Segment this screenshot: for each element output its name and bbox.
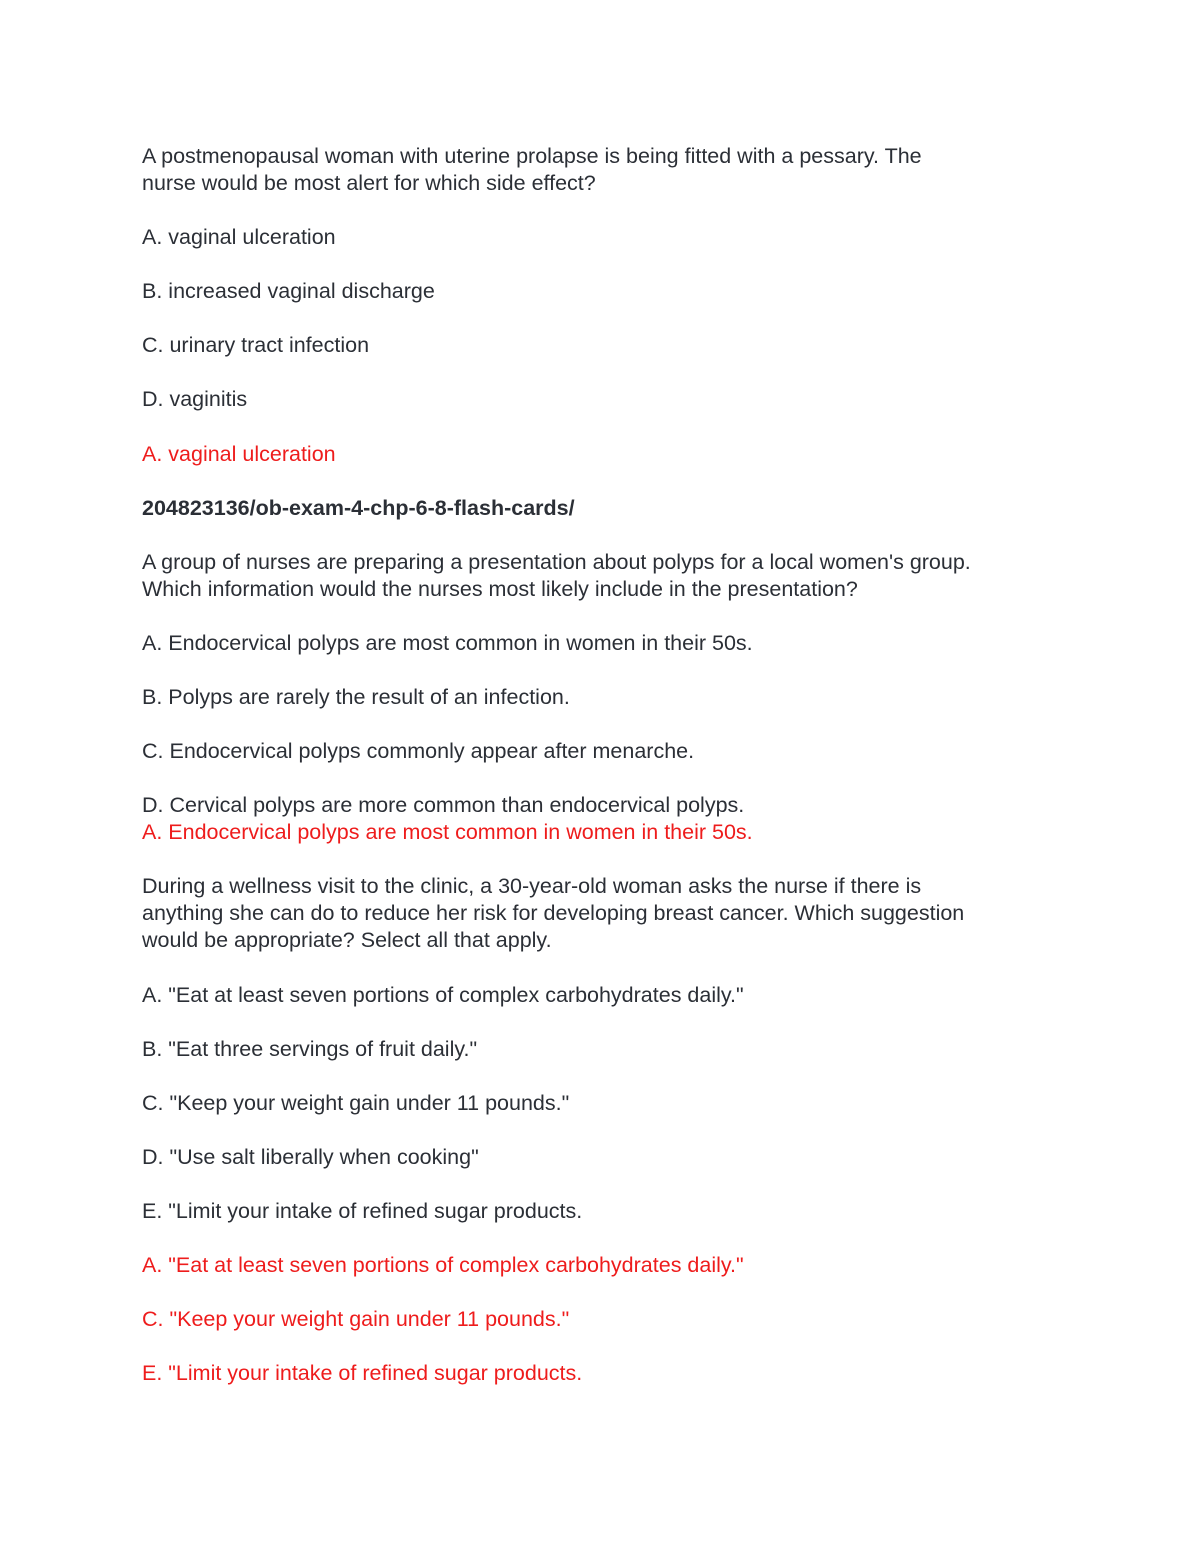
source-reference: 204823136/ob-exam-4-chp-6-8-flash-cards/ [142, 496, 575, 520]
q3-stem-line-3: would be appropriate? Select all that apply. [142, 928, 552, 952]
q1-option-a: A. vaginal ulceration [142, 225, 336, 249]
q3-stem-line-2: anything she can do to reduce her risk for developing breast cancer. Which suggestion [142, 901, 965, 925]
q3-answer-c: C. "Keep your weight gain under 11 pounds." [142, 1307, 570, 1331]
q3-option-b: B. "Eat three servings of fruit daily." [142, 1037, 478, 1061]
q1-option-c: C. urinary tract infection [142, 333, 370, 357]
q3-answer-e: E. "Limit your intake of refined sugar products. [142, 1361, 583, 1385]
q1-stem-line-2: nurse would be most alert for which side effect? [142, 171, 596, 195]
q3-answer-a: A. "Eat at least seven portions of complex carbohydrates daily." [142, 1253, 744, 1277]
q2-stem-line-2: Which information would the nurses most likely include in the presentation? [142, 577, 858, 601]
q3-option-a: A. "Eat at least seven portions of complex carbohydrates daily." [142, 983, 744, 1007]
q1-stem-line-1: A postmenopausal woman with uterine prolapse is being fitted with a pessary. The [142, 144, 922, 168]
q3-stem-line-1: During a wellness visit to the clinic, a 30-year-old woman asks the nurse if there is [142, 874, 922, 898]
q3-option-e: E. "Limit your intake of refined sugar products. [142, 1199, 583, 1223]
q2-stem-line-1: A group of nurses are preparing a presentation about polyps for a local women's group. [142, 550, 971, 574]
q2-option-d: D. Cervical polyps are more common than endocervical polyps. [142, 793, 745, 817]
q1-answer: A. vaginal ulceration [142, 442, 336, 466]
q2-option-c: C. Endocervical polyps commonly appear after menarche. [142, 739, 695, 763]
q1-option-d: D. vaginitis [142, 387, 248, 411]
q2-answer: A. Endocervical polyps are most common in women in their 50s. [142, 820, 753, 844]
q3-option-c: C. "Keep your weight gain under 11 pounds." [142, 1091, 570, 1115]
q3-option-d: D. "Use salt liberally when cooking" [142, 1145, 479, 1169]
q2-option-b: B. Polyps are rarely the result of an infection. [142, 685, 570, 709]
q1-option-b: B. increased vaginal discharge [142, 279, 435, 303]
q2-option-a: A. Endocervical polyps are most common in women in their 50s. [142, 631, 753, 655]
